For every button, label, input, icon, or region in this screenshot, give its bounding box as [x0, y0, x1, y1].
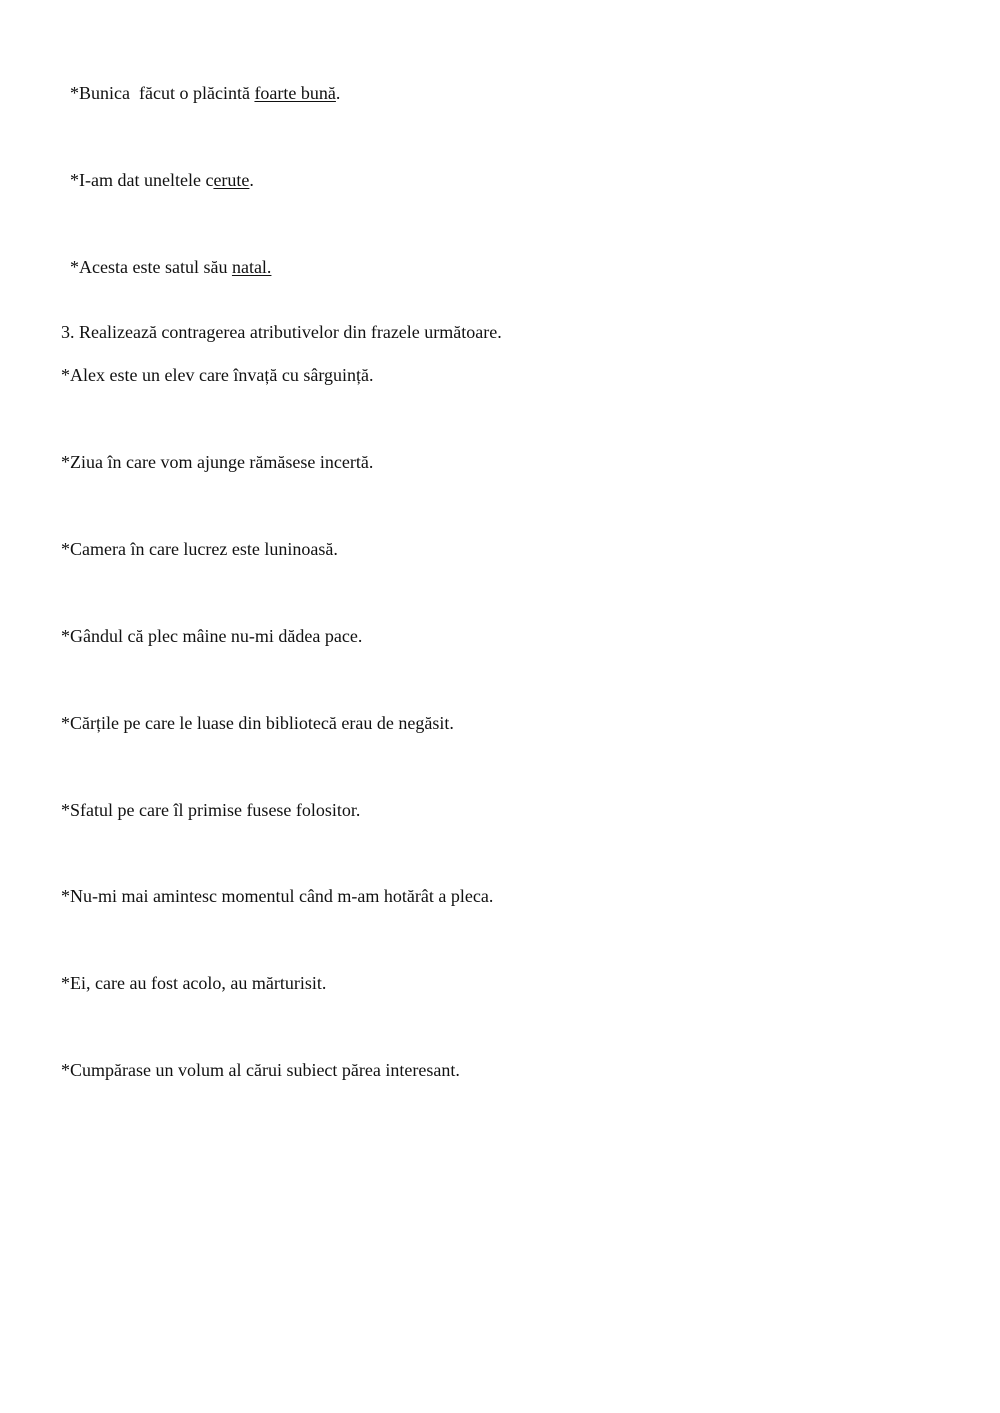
sentence-text: *I-am dat uneltele c [70, 170, 214, 190]
exercise-sentence: *Nu-mi mai amintesc momentul când m-am hotărât a pleca. [61, 886, 494, 906]
underlined-phrase: natal. [231, 257, 272, 277]
exercise-sentence: *Sfatul pe care îl primise fusese folositor. [61, 800, 361, 820]
exercise-sentence: *Cărțile pe care le luase din bibliotecă erau de negăsit. [61, 713, 454, 733]
exercise-sentence: *Alex este un elev care învață cu sârguință. [61, 365, 374, 385]
sentence-text: *Acesta este satul său [70, 257, 232, 277]
sentence-unelte [61, 147, 254, 191]
exercise-sentence: *Camera în care lucrez este luninoasă. [61, 539, 338, 559]
underlined-phrase: foarte bună [254, 83, 336, 103]
sentence-satul [61, 234, 271, 278]
exercise-sentence: *Ziua în care vom ajunge rămăsese incertă. [61, 452, 374, 472]
sentence-punctuation: . [249, 170, 254, 190]
exercise-3-instruction: 3. Realizează contragerea atributivelor din frazele următoare. [61, 322, 502, 342]
sentence-text: *Bunica făcut o plăcintă [70, 83, 255, 103]
exercise-sentence: *Ei, care au fost acolo, au mărturisit. [61, 973, 327, 993]
underlined-phrase: erute [213, 170, 250, 190]
exercise-sentence: *Cumpărase un volum al cărui subiect părea interesant. [61, 1060, 460, 1080]
exercise-sentence: *Gândul că plec mâine nu-mi dădea pace. [61, 626, 363, 646]
sentence-punctuation: . [335, 83, 341, 103]
sentence-bunica [61, 60, 340, 104]
